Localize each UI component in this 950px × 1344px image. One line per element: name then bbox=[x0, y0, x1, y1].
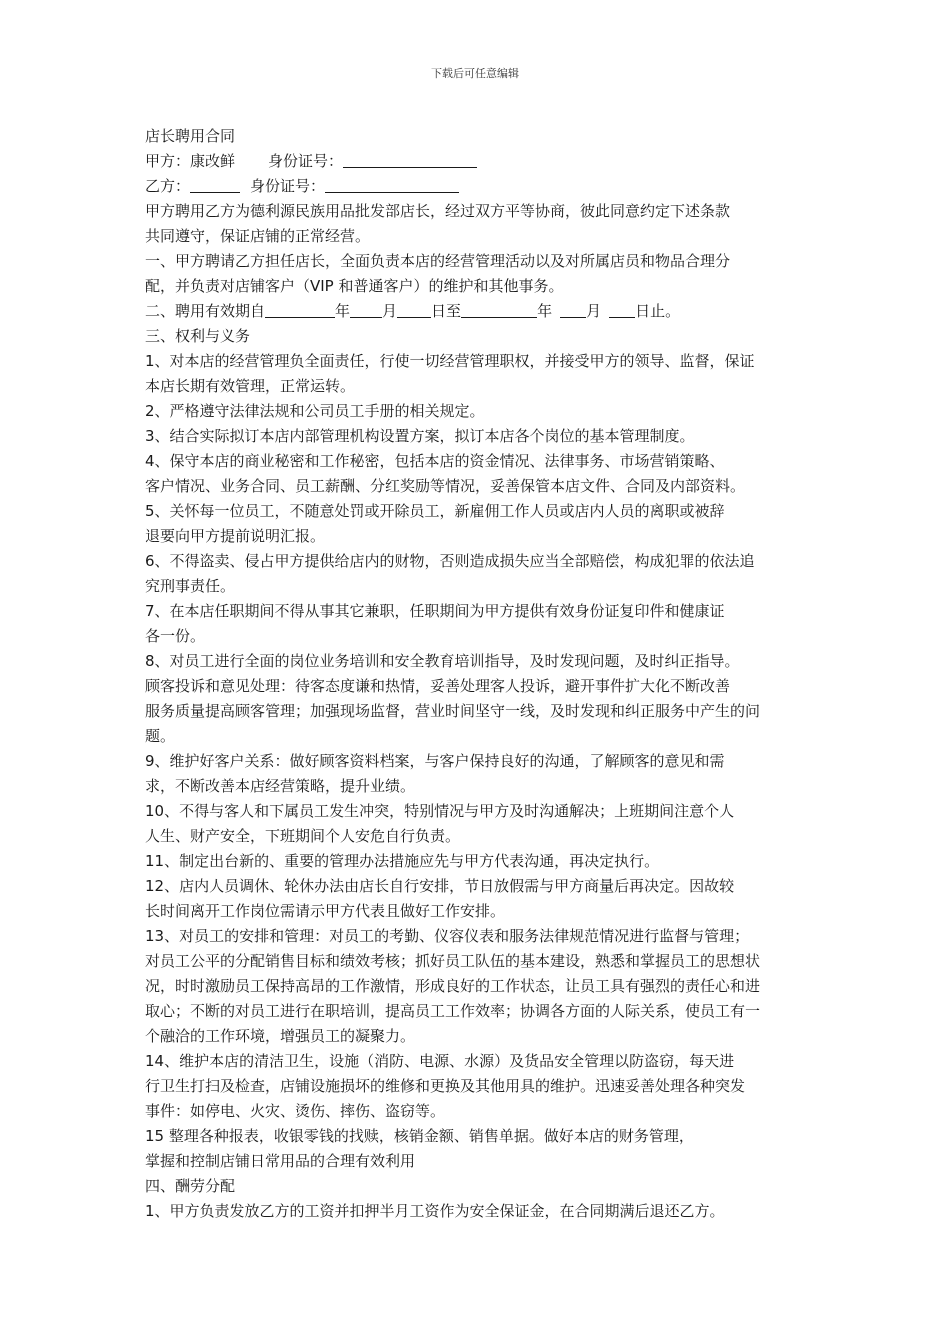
party-a-id-label: 身份证号： bbox=[268, 152, 344, 170]
text-line: 退要向甲方提前说明汇报。 bbox=[145, 527, 326, 545]
text-line: 6、不得盗卖、侵占甲方提供给店内的财物，否则造成损失应当全部赔偿，构成犯罪的依法追 bbox=[145, 552, 755, 570]
text-line: 共同遵守，保证店铺的正常经营。 bbox=[145, 227, 371, 245]
text-line: 2、严格遵守法律法规和公司员工手册的相关规定。 bbox=[145, 402, 485, 420]
text-line: 事件：如停电、火灾、烫伤、摔伤、盗窃等。 bbox=[145, 1102, 446, 1120]
text-line: 3、结合实际拟订本店内部管理机构设置方案，拟订本店各个岗位的基本管理制度。 bbox=[145, 427, 695, 445]
term-day-to: 日至 bbox=[431, 302, 462, 320]
text-line: 4、保守本店的商业秘密和工作秘密，包括本店的资金情况、法律事务、市场营销策略、 bbox=[145, 452, 725, 470]
text-line: 服务质量提高顾客管理；加强现场监督，营业时间坚守一线，及时发现和纠正服务中产生的问 bbox=[145, 702, 761, 720]
party-a-id-blank[interactable] bbox=[343, 152, 477, 168]
text-line: 甲方聘用乙方为德利源民族用品批发部店长，经过双方平等协商，彼此同意约定下述条款 bbox=[145, 202, 731, 220]
text-line: 长时间离开工作岗位需请示甲方代表且做好工作安排。 bbox=[145, 902, 506, 920]
text-line: 5、关怀每一位员工，不随意处罚或开除员工，新雇佣工作人员或店内人员的离职或被辞 bbox=[145, 502, 725, 520]
text-line: 8、对员工进行全面的岗位业务培训和安全教育培训指导，及时发现问题，及时纠正指导。 bbox=[145, 652, 740, 670]
term-month1: 月 bbox=[382, 302, 398, 320]
text-line: 12、店内人员调休、轮休办法由店长自行安排，节日放假需与甲方商量后再决定。因故较 bbox=[145, 877, 735, 895]
text-line: 配，并负责对店铺客户（VIP 和普通客户）的维护和其他事务。 bbox=[145, 277, 564, 295]
text-line: 各一份。 bbox=[145, 627, 206, 645]
contract-body bbox=[145, 124, 815, 1224]
text-line: 13、对员工的安排和管理：对员工的考勤、仪容仪表和服务法律规范情况进行监督与管理； bbox=[145, 927, 750, 945]
text-line: 15 整理各种报表，收银零钱的找赎，核销金额、销售单据。做好本店的财务管理， bbox=[145, 1127, 694, 1145]
text-line: 个融洽的工作环境，增强员工的凝聚力。 bbox=[145, 1027, 416, 1045]
end-year-blank[interactable] bbox=[461, 302, 537, 318]
party-b-id-label: 身份证号： bbox=[250, 177, 326, 195]
text-line: 行卫生打扫及检查，店铺设施损坏的维修和更换及其他用具的维护。迅速妥善处理各种突发 bbox=[145, 1077, 746, 1095]
start-day-blank[interactable] bbox=[397, 302, 431, 318]
text-line: 11、制定出台新的、重要的管理办法措施应先与甲方代表沟通，再决定执行。 bbox=[145, 852, 660, 870]
text-line: 取心；不断的对员工进行在职培训，提高员工工作效率；协调各方面的人际关系，使员工有一 bbox=[145, 1002, 761, 1020]
text-line: 客户情况、业务合同、员工薪酬、分红奖励等情况，妥善保管本店文件、合同及内部资料。 bbox=[145, 477, 746, 495]
end-day-blank[interactable] bbox=[609, 302, 635, 318]
term-month2: 月 bbox=[586, 302, 602, 320]
party-a-label: 甲方： bbox=[145, 152, 191, 170]
start-month-blank[interactable] bbox=[350, 302, 382, 318]
text-line: 7、在本店任职期间不得从事其它兼职，任职期间为甲方提供有效身份证复印件和健康证 bbox=[145, 602, 725, 620]
text-line: 求，不断改善本店经营策略，提升业绩。 bbox=[145, 777, 416, 795]
term-year1: 年 bbox=[335, 302, 351, 320]
text-line: 况，时时激励员工保持高昂的工作激情，形成良好的工作状态，让员工具有强烈的责任心和进 bbox=[145, 977, 761, 995]
text-line: 题。 bbox=[145, 727, 176, 745]
text-line: 究刑事责任。 bbox=[145, 577, 236, 595]
party-b-label: 乙方： bbox=[145, 177, 191, 195]
term-line bbox=[145, 299, 815, 324]
party-b-id-blank[interactable] bbox=[325, 177, 459, 193]
term-suffix: 日止。 bbox=[635, 302, 681, 320]
term-year2: 年 bbox=[537, 302, 553, 320]
end-month-blank[interactable] bbox=[560, 302, 586, 318]
section-heading: 三、权利与义务 bbox=[145, 327, 251, 345]
section-heading: 四、酬劳分配 bbox=[145, 1177, 236, 1195]
text-line: 人生、财产安全，下班期间个人安危自行负责。 bbox=[145, 827, 461, 845]
party-b-line bbox=[145, 174, 815, 199]
text-line: 本店长期有效管理，正常运转。 bbox=[145, 377, 356, 395]
text-line: 掌握和控制店铺日常用品的合理有效利用 bbox=[145, 1152, 416, 1170]
party-b-name-blank[interactable] bbox=[190, 177, 240, 193]
text-line: 1、甲方负责发放乙方的工资并扣押半月工资作为安全保证金，在合同期满后退还乙方。 bbox=[145, 1202, 725, 1220]
text-line: 一、甲方聘请乙方担任店长，全面负责本店的经营管理活动以及对所属店员和物品合理分 bbox=[145, 252, 731, 270]
contract-title: 店长聘用合同 bbox=[145, 127, 236, 145]
text-line: 对员工公平的分配销售目标和绩效考核；抓好员工队伍的基本建设，熟悉和掌握员工的思想状 bbox=[145, 952, 761, 970]
start-year-blank[interactable] bbox=[265, 302, 335, 318]
party-a-name: 康改鲜 bbox=[190, 152, 236, 170]
party-a-line bbox=[145, 149, 815, 174]
text-line: 9、维护好客户关系：做好顾客资料档案，与客户保持良好的沟通，了解顾客的意见和需 bbox=[145, 752, 725, 770]
text-line: 1、对本店的经营管理负全面责任，行使一切经营管理职权，并接受甲方的领导、监督，保证 bbox=[145, 352, 755, 370]
text-line: 14、维护本店的清洁卫生，设施（消防、电源、水源）及货品安全管理以防盗窃，每天进 bbox=[145, 1052, 735, 1070]
term-prefix: 二、聘用有效期自 bbox=[145, 302, 266, 320]
page-header: 下载后可任意编辑 bbox=[431, 67, 519, 80]
text-line: 10、不得与客人和下属员工发生冲突，特别情况与甲方及时沟通解决；上班期间注意个人 bbox=[145, 802, 735, 820]
text-line: 顾客投诉和意见处理：待客态度谦和热情，妥善处理客人投诉，避开事件扩大化不断改善 bbox=[145, 677, 731, 695]
